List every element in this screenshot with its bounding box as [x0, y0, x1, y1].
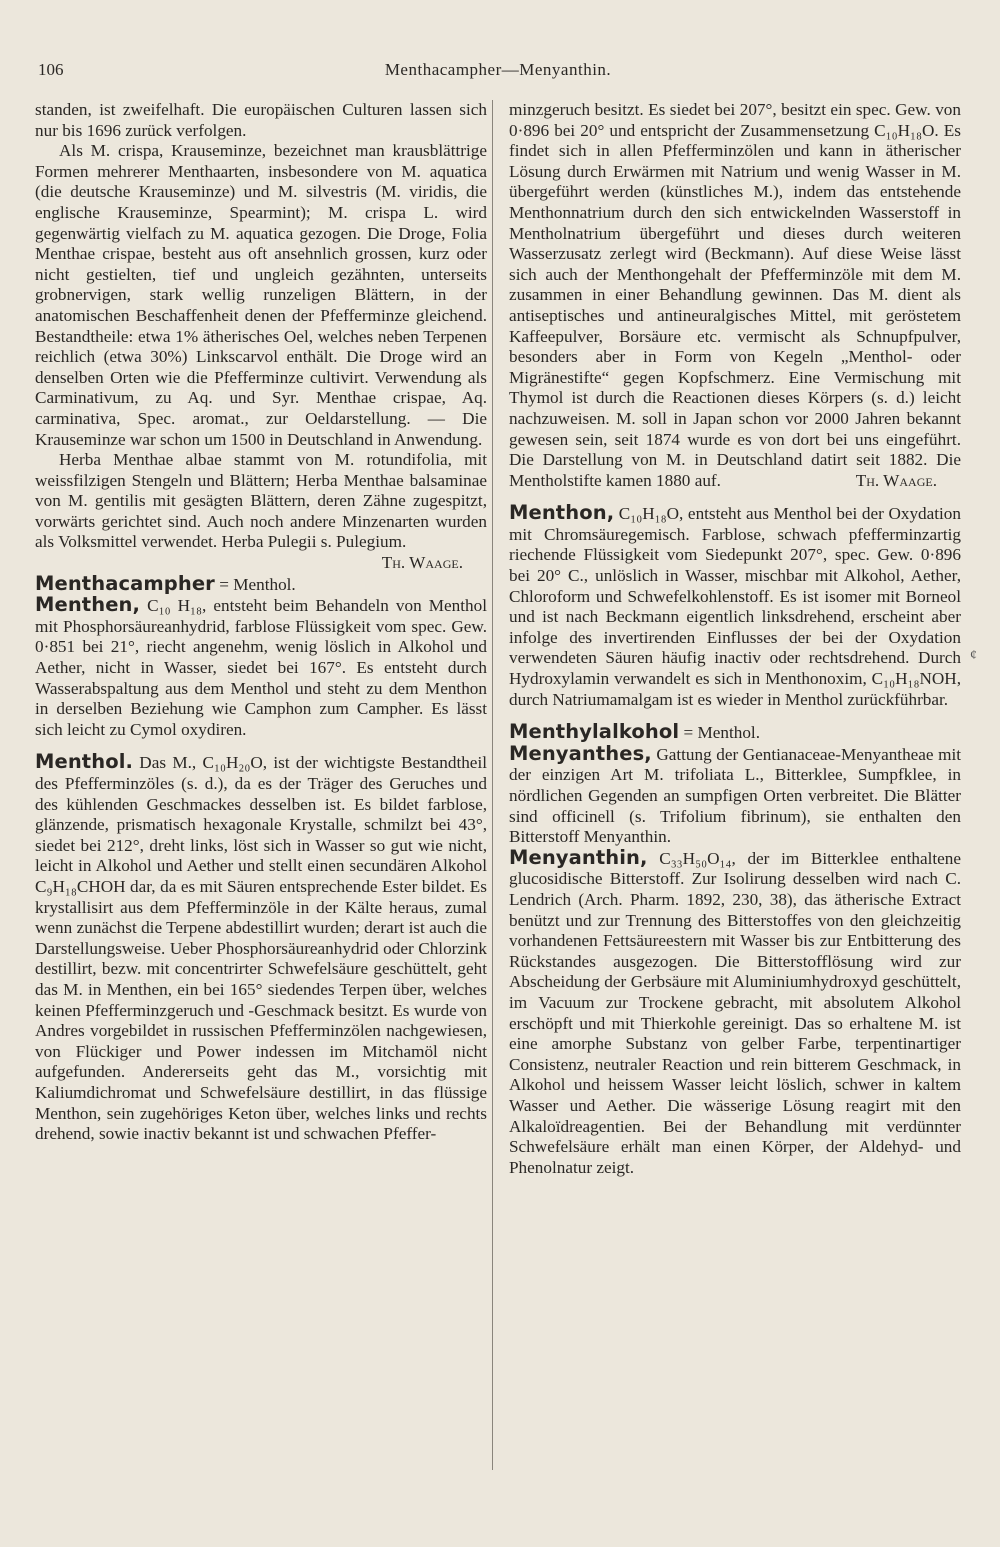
entry-menthol: Menthol. Das M., C₁₀H₂₀O, ist der wichtigste Bestandtheil des Pfefferminzöles (s. d.), da es der Träger des Geruches und des kühlenden Geschmackes desselben ist. Es bildet farblose, glänzende, prismatisch hexagonale Krystalle, schmilzt bei 43°, siedet bei 212°, dreht links, löst sich in Wasser so gut wie nicht, leicht in Alkohol und Aether und stellt einen secundären Alkohol C₉H₁₈CHOH dar, da es mit Säuren entsprechende Ester bildet. Es krystallisirt aus dem Pfefferminzöle in der Kälte heraus, zumal wenn zunächst die Terpene abdestillirt wurden; derart ist auch die Darstellungsweise. Ueber Phosphorsäureanhydrid oder Chlorzink destillirt, bezw. mit concentrirter Schwefelsäure geschüttelt, geht das M. in Menthen, ein bei 165° siedendes Terpen über, welches keinen Pfefferminzgeruch und -Geschmack besitzt. Es wurde von Andres vorgebildet in russischen Pfefferminzölen nachgewiesen, von Flückiger und Power indessen im Mitchamöl nicht aufgefunden. Andererseits geht das M., vorsichtig mit Kaliumdichromat und Schwefelsäure destillirt, in das flüssige Menthon, sein zugehöriges Keton über, welches links und rechts drehend, sowie inactiv bekannt ist und schwachen Pfeffer-: [35, 750, 487, 1144]
entry-menthen: Menthen, C₁₀ H₁₈, entsteht beim Behandeln von Menthol mit Phosphorsäureanhydrid, farblose Flüssigkeit vom spec. Gew. 0·851 bei 21°, riecht angenehm, wenig löslich in Alkohol und Aether, nicht in Wasser, siedet bei 167°. Es entsteht durch Wasserabspaltung aus dem Menthol und steht zu dem Menthon in derselben Beziehung wie Camphon zum Campher. Es lässt sich leicht zu Cymol oxydiren.: [35, 593, 487, 739]
column-divider: [492, 100, 493, 1470]
entry-menthon: Menthon, C₁₀H₁₈O, entsteht aus Menthol bei der Oxydation mit Chromsäuregemisch. Farblose, schwach pfefferminzartig riechende Flüssigkeit vom Siedepunkt 207°, spec. Gew. 0·896 bei 20° C., unlöslich in Wasser, mischbar mit Alkohol, Aether, Chloroform und Schwefelkohlenstoff. Es ist isomer mit Borneol und ist nach Beckmann eigentlich linksdrehend, erscheint aber infolge des invertirenden Einflusses der bei der Oxydation verwendeten Säuren häufig inactiv oder rechtsdrehend. Durch Hydroxylamin verwandelt es sich in Menthonoxim, C₁₀H₁₈NOH, durch Natriumamalgam ist es wieder in Menthol zurückführbar.: [509, 501, 961, 709]
entry-headword: Menthol.: [35, 750, 134, 774]
entry-menyanthes: Menyanthes, Gattung der Gentianaceae-Menyantheae mit der einzigen Art M. trifoliata L., Bitterklee, Sumpfklee, in nördlichen Gegenden an sumpfigen Orten verbreitet. Die Blätter sind officinell (s. Trifolium fibrinum), sie enthalten den Bitterstoff Menyanthin.: [509, 741, 961, 847]
entry-headword: Menthylalkohol: [509, 720, 680, 744]
entry-menthacampher: Menthacampher = Menthol.: [35, 571, 296, 595]
running-title: Menthacampher—Menyanthin.: [384, 60, 612, 79]
author-signature: Th. Waage.: [381, 553, 463, 573]
entry-headword: Menyanthes,: [509, 741, 652, 765]
paragraph: Herba Menthae albae stammt von M. rotundifolia, mit weissfilzigen Stengeln und Blättern; Herba Menthae balsaminae von M. gentilis mit gesägten Blättern, deren Zähne zugespitzt, vorwärts gerichtet sind. Auch noch andere Minzenarten wurden als Volksmittel verwendet. Herba Pulegii s. Pulegium. Th. Waage.: [35, 450, 487, 573]
page-number: 106: [38, 60, 64, 79]
margin-mark: ¢: [970, 648, 977, 663]
entry-headword: Menthen,: [35, 593, 141, 617]
left-column: [35, 100, 487, 1145]
entry-menthylalkohol: Menthylalkohol = Menthol.: [509, 720, 760, 744]
entry-headword: Menthon,: [509, 501, 615, 525]
paragraph: Als M. crispa, Krauseminze, bezeichnet man krausblättrige Formen mehrerer Menthaarten, insbesondere von M. aquatica (die deutsche Krauseminze) und M. silvestris (M. viridis, die englische Krauseminze, Spearmint); M. crispa L. wird gegenwärtig vielfach zu M. aquatica gezogen. Die Droge, Folia Menthae crispae, besteht aus oft ansehnlich grossen, kurz oder nicht gestielten, tief und ungleich gezähnten, unterseits grobnervigen, stark wellig runzeligen Blättern, in der anatomischen Beschaffenheit denen der Pfefferminze gleichend. Bestandtheile: etwa 1% ätherisches Oel, welches neben Terpenen reichlich (etwa 30%) Linkscarvol enthält. Die Droge wird an denselben Orten wie die Pfefferminze cultivirt. Verwendung als Carminativum, zu Aq. und Syr. Menthae crispae, Aq. carminativa, Spec. aromat., zur Oeldarstellung. — Die Krauseminze war schon um 1500 in Deutschland in Anwendung.: [35, 141, 487, 449]
paragraph: minzgeruch besitzt. Es siedet bei 207°, besitzt ein spec. Gew. von 0·896 bei 20° und entspricht der Zusammensetzung C₁₀H₁₈O. Es findet sich in allen Pfefferminzölen und kann in ätherischer Lösung durch Erwärmen mit Natrium und wenig Wasser in M. übergeführt werden (künstliches M.), indem das entstehende Menthonnatrium durch den sich entwickelnden Wasserstoff in Mentholnatrium übergeführt und dieses durch weiteren Wasserzusatz zerlegt wird (Beckmann). Auf diese Weise lässt sich auch der Menthongehalt der Pfefferminzöle mit dem M. zusammen in einer Behandlung gewinnen. Das M. dient als antiseptisches und antineuralgisches Mittel, mit geröstetem Kaffeepulver, Borsäure etc. vermischt als Schnupfpulver, besonders aber in Form von Kegeln „Menthol- oder Migränestifte“ gegen Kopfschmerz. Eine Vermischung mit Thymol ist durch die Reactionen dieses Körpers (s. d.) leicht nachzuweisen. M. soll in Japan schon vor 2000 Jahren bekannt gewesen sein, seit 1874 wurde es von dort bei uns eingeführt. Die Darstellung von M. in Deutschland datirt seit 1882. Die Mentholstifte kamen 1880 auf. Th. Waage.: [509, 100, 961, 490]
entry-menyanthin: Menyanthin, C₃₃H₅₀O₁₄, der im Bitterklee enthaltene glucosidische Bitterstoff. Zur Isolirung desselben wird nach C. Lendrich (Arch. Pharm. 1892, 230, 38), das ätherische Extract benützt und zur Trennung des Bitterstoffes von den gleichzeitig vorhandenen Fettsäureestern mit Wasser bis zur Entbitterung des Rückstandes ausgezogen. Die Bitterstofflösung wird zur Abscheidung der Gerbsäure mit Aluminiumhydroxyd geschüttelt, im Vacuum zur Trockene gebracht, mit absolutem Alkohol erschöpft und mit Thierkohle gereinigt. Das so erhaltene M. ist eine amorphe Substanz von gelber Farbe, terpentinartiger Consistenz, neutraler Reaction und rein bitterem Geschmack, in Alkohol und heissem Wasser leicht löslich, schwer in kaltem Wasser und Aether. Die wässerige Lösung reagirt mit den Alkaloïdreagentien. Bei der Behandlung mit verdünnter Schwefelsäure erhält man einen Körper, der Aldehyd- und Phenolnatur zeigt.: [509, 845, 961, 1177]
right-column: [509, 100, 961, 1178]
entry-headword: Menyanthin,: [509, 845, 648, 869]
entry-headword: Menthacampher: [35, 571, 215, 595]
running-header: [38, 60, 958, 86]
paragraph: standen, ist zweifelhaft. Die europäischen Culturen lassen sich nur bis 1696 zurück verfolgen.: [35, 100, 487, 140]
author-signature: Th. Waage.: [855, 470, 937, 490]
